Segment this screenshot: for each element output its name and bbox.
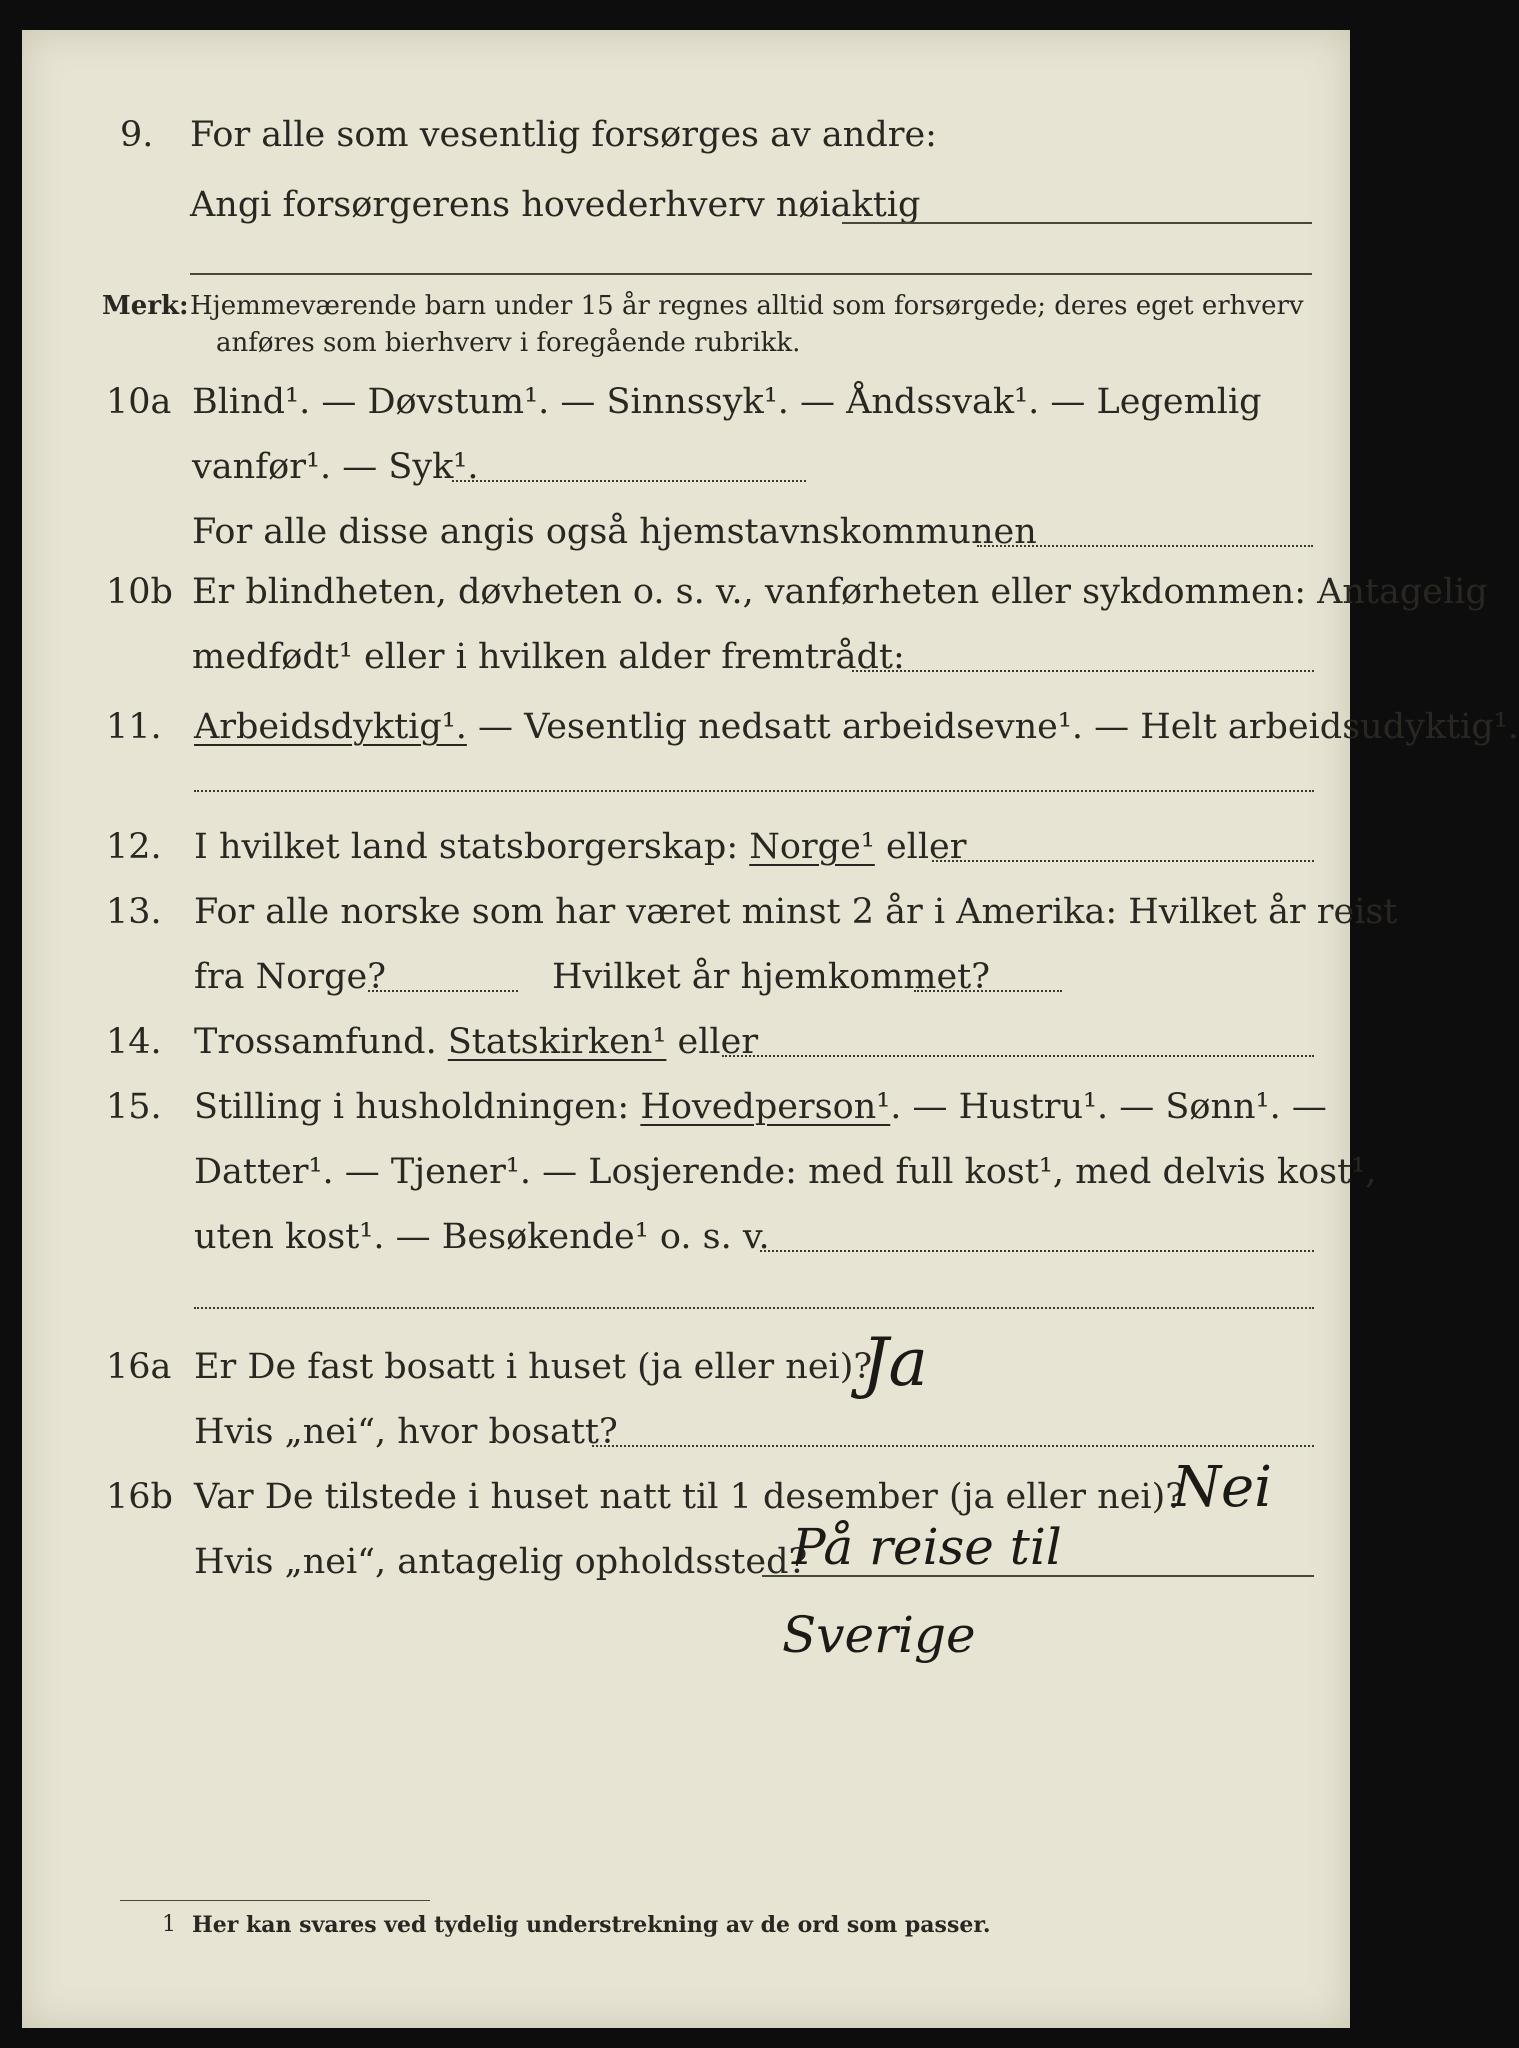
q16b-line1: Var De tilstede i huset natt til 1 desember (ja eller nei)? [194,1477,1185,1517]
q11-line [194,707,1519,747]
q12-number: 12. [106,827,162,867]
footnote-text: Her kan svares ved tydelig understrekning av de ord som passer. [192,1912,991,1938]
q11-number: 11. [106,707,162,747]
q9-line2: Angi forsørgerens hovederhverv nøiaktig [190,185,921,225]
q13-number: 13. [106,892,162,932]
q10a-number: 10a [106,382,172,422]
q14-suffix: eller [666,1022,759,1062]
footnote-rule [120,1900,430,1901]
q15-line1 [194,1087,1327,1127]
q11-answer-line [194,790,1314,792]
q10a-line3: For alle disse angis også hjemstavnskommunen [192,512,1037,552]
q13-hjem-line [914,990,1062,992]
q15-number: 15. [106,1087,162,1127]
q10a-answer-line [452,480,806,482]
q15-line2: Datter¹. — Tjener¹. — Losjerende: med full kost¹, med delvis kost¹, [194,1152,1377,1192]
q15-line3: uten kost¹. — Besøkende¹ o. s. v. [194,1217,770,1257]
q10b-line2: medfødt¹ eller i hvilken alder fremtrådt: [192,637,905,677]
q10a-line2: vanfør¹. — Syk¹. [192,447,479,487]
q14-prefix: Trossamfund. [194,1022,448,1062]
q16a-answer-line [592,1445,1314,1447]
q16b-line2: Hvis „nei“, antagelig opholdssted? [194,1542,808,1582]
q13-line2b: Hvilket år hjemkommet? [552,957,991,997]
q13-reist-line [368,990,518,992]
q16a-line2: Hvis „nei“, hvor bosatt? [194,1412,618,1452]
q16a-line1: Er De fast bosatt i huset (ja eller nei)? [194,1347,873,1387]
q9-number: 9. [120,115,154,155]
q10a-line1: Blind¹. — Døvstum¹. — Sinnssyk¹. — Åndssvak¹. — Legemlig [192,382,1262,422]
q14-option-statskirken: Statskirken¹ [447,1022,667,1062]
q10b-answer-line [852,670,1314,672]
q14-line [194,1022,759,1062]
census-form-page [22,30,1519,2028]
q16b-handwritten-answer: Nei [1172,1455,1273,1520]
q16b-handwritten-place-2: Sverige [782,1606,976,1664]
q16a-handwritten-answer: Ja [862,1324,928,1401]
q9-answer-line [842,222,1312,224]
q12-answer-line [932,860,1314,862]
q12-option-norge: Norge¹ [749,827,875,867]
q12-suffix: eller [874,827,967,867]
q16b-number: 16b [106,1477,173,1517]
q15-option-hovedperson: Hovedperson¹ [640,1087,891,1127]
merk-label: Merk: [102,291,189,321]
q16b-handwritten-place-1: På reise til [792,1518,1062,1576]
q16a-number: 16a [106,1347,172,1387]
q15-prefix: Stilling i husholdningen: [194,1087,641,1127]
q10b-number: 10b [106,572,173,612]
q13-line1: For alle norske som har været minst 2 år i Amerika: Hvilket år reist [194,892,1398,932]
q9-line1: For alle som vesentlig forsørges av andre: [190,115,937,155]
merk-line1: Hjemmeværende barn under 15 år regnes alltid som forsørgede; deres eget erhverv [190,291,1304,321]
footnote-mark: 1 [162,1912,176,1937]
q15-answer-line-2 [194,1307,1314,1309]
q14-answer-line [722,1055,1314,1057]
q11-rest: — Vesentlig nedsatt arbeidsevne¹. — Helt arbeidsudyktig¹. [466,707,1519,747]
q10a-kommune-line [977,545,1313,547]
q13-line2a: fra Norge? [194,957,386,997]
q12-prefix: I hvilket land statsborgerskap: [194,827,750,867]
q15-suffix: . — Hustru¹. — Sønn¹. — [890,1087,1327,1127]
q15-answer-line [760,1250,1314,1252]
q10b-line1: Er blindheten, døvheten o. s. v., vanførheten eller sykdommen: Antagelig [192,572,1488,612]
q9-answer-line-2 [190,273,1312,275]
q12-line [194,827,967,867]
q11-option-arbeidsdyktig: Arbeidsdyktig¹. [194,707,467,747]
q14-number: 14. [106,1022,162,1062]
merk-line2: anføres som bierhverv i foregående rubrikk. [216,328,801,358]
